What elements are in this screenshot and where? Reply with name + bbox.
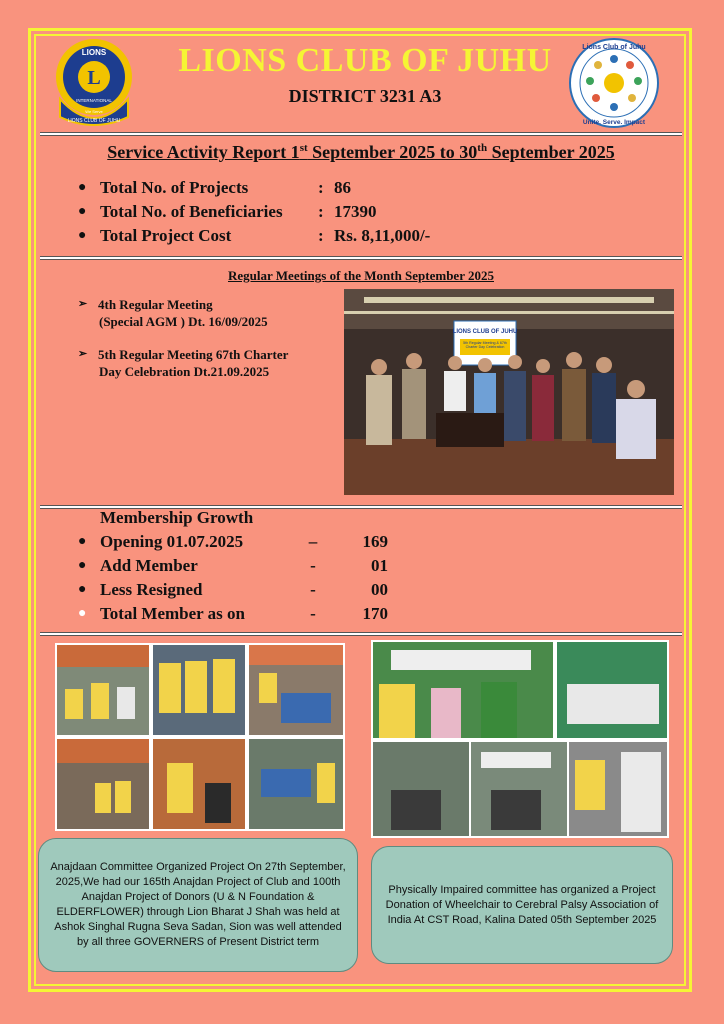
svg-text:LIONS CLUB OF JUHU: LIONS CLUB OF JUHU [452, 329, 518, 335]
arrow-bullet-icon: ➢ [78, 348, 88, 360]
club-title: LIONS CLUB OF JUHU [178, 42, 552, 79]
svg-text:Unite. Serve. Impact: Unite. Serve. Impact [582, 119, 646, 126]
bullet-icon: ● [78, 558, 87, 573]
bullet-icon: ● [78, 534, 87, 549]
svg-text:Lions Club of Juhu: Lions Club of Juhu [582, 44, 646, 51]
stat-value: 86 [334, 178, 351, 197]
svg-text:LIONS: LIONS [81, 48, 107, 57]
stat-row-beneficiaries: ● Total No. of Beneficiaries : 17390 [78, 202, 377, 221]
membership-divider [40, 632, 682, 636]
svg-text:We Serve: We Serve [85, 109, 103, 114]
meeting-item: ➢ 5th Regular Meeting 67th Charter Day Celebration Dt.21.09.2025 [78, 347, 289, 379]
stat-value: 17390 [334, 202, 377, 221]
wheelchair-photo-collage [371, 640, 669, 838]
meeting-item: ➢ 4th Regular Meeting (Special AGM ) Dt. 16/09/2025 [78, 297, 268, 329]
membership-row: ● Less Resigned - 00 [78, 580, 388, 599]
svg-text:L: L [87, 67, 101, 89]
header-divider [40, 132, 682, 136]
meetings-heading: Regular Meetings of the Month September 2025 [228, 268, 494, 283]
bullet-icon: ● [78, 582, 87, 597]
lions-club-juhu-logo [568, 37, 660, 129]
bullet-icon: ● [78, 228, 87, 243]
anajdaan-photo-collage [55, 643, 345, 831]
bullet-icon: ● [78, 180, 87, 195]
membership-row: ● Total Member as on - 170 [78, 604, 388, 623]
wheelchair-caption: Physically Impaired committee has organized a Project Donation of Wheelchair to Cerebral Palsy Association of India At CST Road, Kalina Dated 05th September 2025 [371, 846, 673, 964]
membership-list [78, 530, 388, 626]
report-stats [78, 176, 430, 248]
bullet-icon: ● [78, 606, 87, 621]
stat-row-cost: ● Total Project Cost : Rs. 8,11,000/- [78, 226, 431, 245]
membership-row: ● Add Member - 01 [78, 556, 388, 575]
meeting-photo: LIONS CLUB OF JUHU 5th Regular Meeting & 67th Charter Day Celebration [344, 289, 674, 495]
arrow-bullet-icon: ➢ [78, 298, 88, 310]
membership-title: Membership Growth [100, 508, 254, 527]
stat-value: Rs. 8,11,000/- [334, 226, 431, 245]
membership-row: ● Opening 01.07.2025 – 169 [78, 532, 388, 551]
anajdaan-caption: Anajdaan Committee Organized Project On 27th September, 2025,We had our 165th Anajdan Project of Club and 100th Anajdan Project of Donors (U & N Foundation & ELDERFLOWER) through Lion Bharat J Shah was held at Ashok Singhal Rugna Seva Sadan, Sion was well attended by all three GOVERNERS of Present District term [38, 838, 358, 972]
stat-row-projects: ● Total No. of Projects : 86 [78, 178, 351, 197]
svg-text:INTERNATIONAL: INTERNATIONAL [76, 98, 112, 103]
report-title: Service Activity Report 1st September 2025 to 30th September 2025 [107, 142, 615, 162]
meetings-list [78, 296, 348, 396]
stats-divider [40, 256, 682, 260]
district-label: DISTRICT 3231 A3 [288, 86, 442, 106]
bullet-icon: ● [78, 204, 87, 219]
svg-text:LIONS CLUB OF JUHU: LIONS CLUB OF JUHU [67, 118, 121, 124]
lions-international-logo [54, 37, 134, 129]
